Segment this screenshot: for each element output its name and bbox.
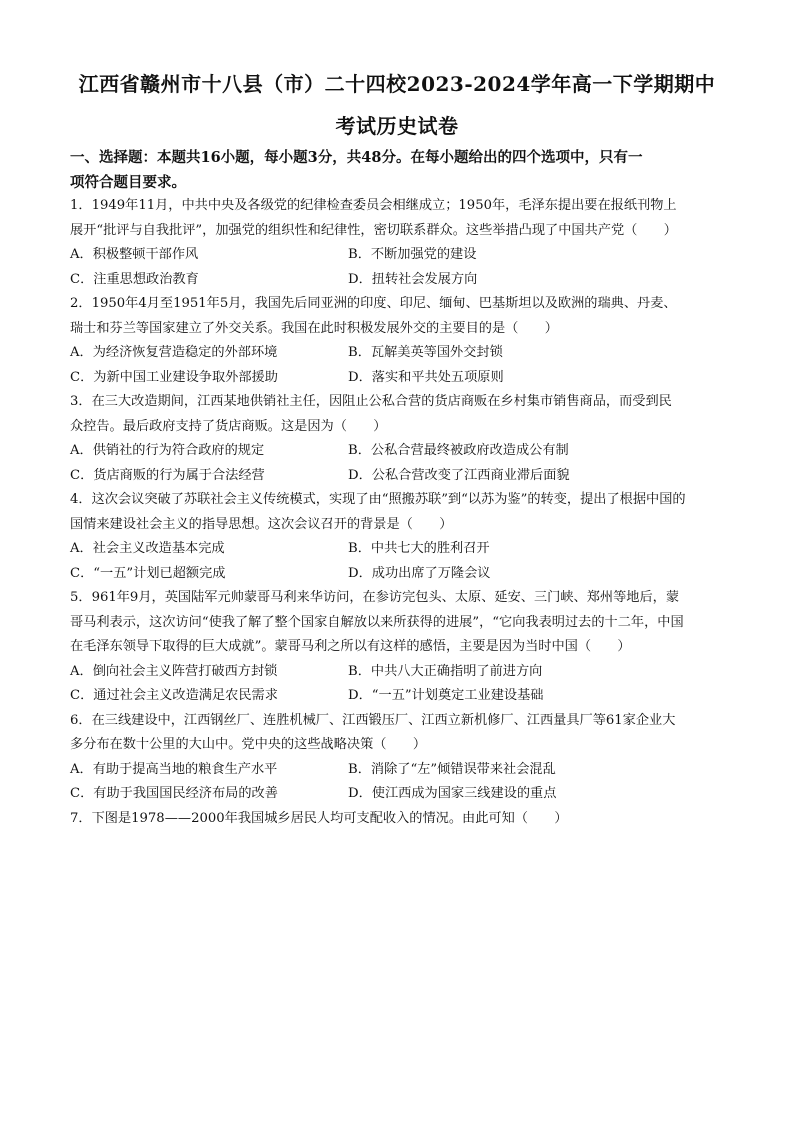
question-5 [70, 586, 730, 709]
option-row [70, 660, 730, 685]
option-row [70, 366, 730, 391]
option-row [70, 439, 730, 464]
question-stem-line: 5．961年9月，英国陆军元帅蒙哥马利来华访问，在参访完包头、太原、延安、三门峡、郑州等地后，蒙 [70, 590, 680, 605]
question-3 [70, 390, 730, 488]
answer-option: B．瓦解美英等国外交封锁 [348, 345, 503, 360]
question-stem-line: 1．1949年11月，中共中央及各级党的纪律检查委员会相继成立；1950年，毛泽东提出要在报纸刊物上 [70, 198, 677, 213]
question-1 [70, 194, 730, 292]
question-4 [70, 488, 730, 586]
section-heading-line1: 一、选择题：本题共16小题，每小题3分，共48分。在每小题给出的四个选项中，只有一 [70, 149, 643, 166]
answer-option: B．中共七大的胜利召开 [348, 541, 490, 556]
option-row [70, 464, 730, 489]
exam-title-line2: 考试历史试卷 [335, 114, 459, 138]
option-row [70, 758, 730, 783]
question-stem-line: 在毛泽东领导下取得的巨大成就”。蒙哥马利之所以有这样的感悟，主要是因为当时中国（ ） [70, 639, 631, 654]
option-row [70, 562, 730, 587]
answer-option: C．为新中国工业建设争取外部援助 [70, 369, 278, 385]
question-stem-line: 4．这次会议突破了苏联社会主义传统模式，实现了由“照搬苏联”到“以苏为鉴”的转变，提出了根据中国的 [70, 492, 686, 507]
question-6 [70, 709, 730, 807]
option-row [70, 243, 730, 268]
question-7 [70, 807, 730, 832]
option-row [70, 341, 730, 366]
question-stem-line: 众控告。最后政府支持了货店商贩。这是因为（ ） [70, 418, 387, 434]
question-stem-line: 7．下图是1978——2000年我国城乡居民人均可支配收入的情况。由此可知（ ） [70, 810, 568, 826]
question-stem-line: 多分布在数十公里的大山中。党中央的这些战略决策（ ） [70, 737, 427, 752]
answer-option: D．成功出席了万隆会议 [348, 565, 491, 581]
section-heading-line2: 项符合题目要求。 [70, 173, 186, 191]
answer-option: C．有助于我国国民经济布局的改善 [70, 786, 278, 801]
answer-option: B．消除了“左”倾错误带来社会混乱 [348, 761, 556, 777]
question-stem-line: 6．在三线建设中，江西钢丝厂、连胜机械厂、江西锻压厂、江西立新机修厂、江西量具厂等61家企业大 [70, 712, 676, 728]
answer-option: A．社会主义改造基本完成 [70, 541, 225, 556]
answer-option: A．积极整顿干部作风 [70, 247, 199, 262]
question-stem-line: 2．1950年4月至1951年5月，我国先后同亚洲的印度、印尼、缅甸、巴基斯坦以及欧洲的瑞典、丹麦、 [70, 296, 677, 311]
answer-option: C．货店商贩的行为属于合法经营 [70, 467, 265, 483]
answer-option: A．有助于提高当地的粮食生产水平 [70, 761, 278, 777]
answer-option: C．通过社会主义改造满足农民需求 [70, 688, 278, 703]
answer-option: D．公私合营改变了江西商业滞后面貌 [348, 467, 570, 483]
answer-option: A．倒向社会主义阵营打破西方封锁 [70, 663, 278, 679]
section-heading [70, 146, 730, 195]
question-list [70, 194, 730, 831]
option-row [70, 537, 730, 562]
option-row [70, 782, 730, 807]
question-stem-line: 3．在三大改造期间，江西某地供销社主任，因阻止公私合营的货店商贩在乡村集市销售商品，而受到民 [70, 394, 672, 409]
answer-option: A．供销社的行为符合政府的规定 [70, 443, 265, 458]
answer-option: C．“一五”计划已超额完成 [70, 565, 226, 581]
answer-option: C．注重思想政治教育 [70, 271, 199, 287]
exam-title-line1: 江西省赣州市十八县（市）二十四校2023-2024学年高一下学期期中 [78, 72, 716, 96]
answer-option: D．“一五”计划奠定工业建设基础 [348, 688, 544, 703]
answer-option: D．扭转社会发展方向 [348, 271, 478, 287]
answer-option: D．使江西成为国家三线建设的重点 [348, 786, 557, 801]
question-stem-line: 国情来建设社会主义的指导思想。这次会议召开的背景是（ ） [70, 516, 453, 532]
question-stem-line: 哥马利表示，这次访问“使我了解了整个国家自解放以来所获得的进展”，“它向我表明过去的十二年，中国 [70, 614, 684, 630]
answer-option: B．不断加强党的建设 [348, 247, 477, 262]
option-row [70, 684, 730, 709]
answer-option: B．公私合营最终被政府改造成公有制 [348, 443, 569, 458]
answer-option: B．中共八大正确指明了前进方向 [348, 663, 543, 679]
question-stem-line: 瑞士和芬兰等国家建立了外交关系。我国在此时积极发展外交的主要目的是（ ） [70, 320, 558, 336]
question-stem-line: 展开“批评与自我批评”，加强党的组织性和纪律性，密切联系群众。这些举措凸现了中国共产党（ ） [70, 222, 677, 238]
answer-option: A．为经济恢复营造稳定的外部环境 [70, 345, 278, 360]
option-row [70, 268, 730, 293]
answer-option: D．落实和平共处五项原则 [348, 369, 504, 385]
question-2 [70, 292, 730, 390]
